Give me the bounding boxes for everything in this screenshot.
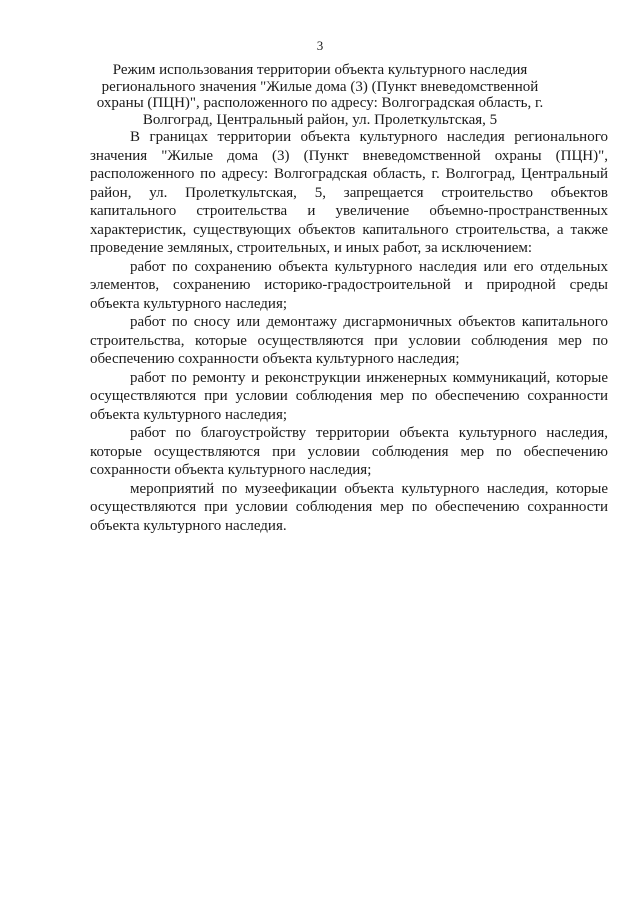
paragraph-item: работ по благоустройству территории объекта культурного наследия, которые осуществляются при условии соблюдения мер по обеспечению сохранности объекта культурного наследия;	[90, 425, 608, 478]
page-number: 3	[316, 38, 324, 53]
document-title: Режим использования территории объекта культурного наследия регионального значения "Жилые дома (3) (Пункт вневедомственной охраны (ПЦН)", расположенного по адресу: Волгоградская область, г. Волгоград, Центральный район, ул. Пролеткультская, 5	[96, 62, 544, 128]
paragraph-item: работ по сносу или демонтажу дисгармоничных объектов капитального строительства, которые осуществляются при условии соблюдения мер по обеспечению сохранности объекта культурного наследия;	[90, 314, 608, 367]
paragraph-item: работ по ремонту и реконструкции инженерных коммуникаций, которые осуществляются при условии соблюдения мер по обеспечению сохранности объекта культурного наследия;	[90, 369, 608, 423]
paragraph-item: работ по сохранению объекта культурного наследия или его отдельных элементов, сохранению историко-градостроительной и природной среды объекта культурного наследия;	[90, 258, 608, 312]
document-body	[90, 128, 608, 535]
paragraph-item: мероприятий по музеефикации объекта культурного наследия, которые осуществляются при условии соблюдения мер по обеспечению сохранности объекта культурного наследия.	[90, 480, 608, 534]
paragraph-intro: В границах территории объекта культурного наследия регионального значения "Жилые дома (3) (Пункт вневедомственной охраны (ПЦН)", расположенного по адресу: Волгоградская область, г. Волгоград, Центральный район, ул. Пролеткультская, 5, запрещается строительство объектов капитального строительства и увеличение объемно-пространственных характеристик, существующих объектов капитального строительства, а также проведение земляных, строительных, и иных работ, за исключением:	[90, 129, 608, 256]
